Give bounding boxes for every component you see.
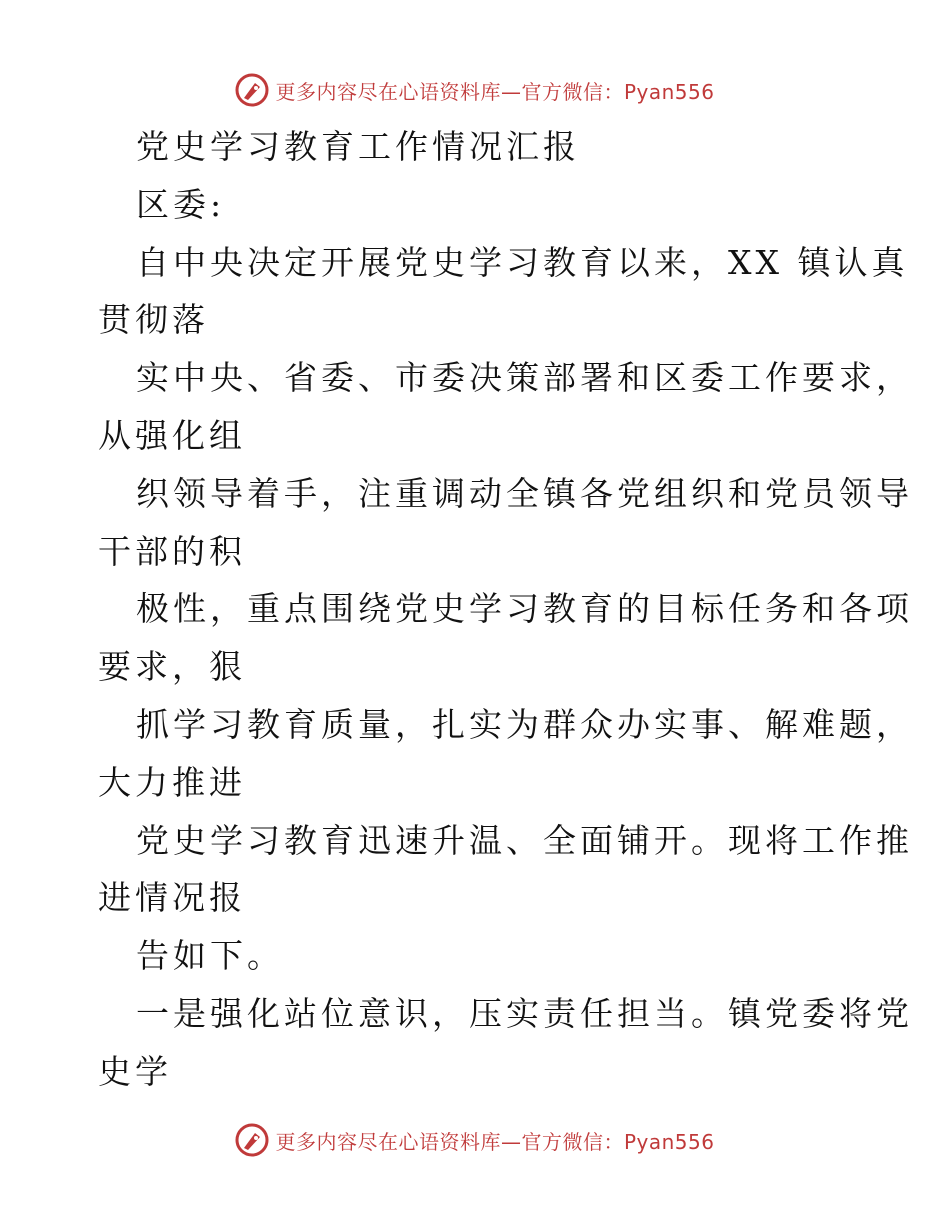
text-line: 极性，重点围绕党史学习教育的目标任务和各项 (136, 589, 913, 629)
footer-banner (0, 1118, 950, 1162)
text-line: 党史学习教育迅速升温、全面铺开。现将工作推 (136, 820, 913, 860)
document-body (98, 118, 913, 1101)
header-banner (0, 68, 950, 112)
pen-nib-logo-icon (235, 1123, 269, 1157)
text-line: 自中央决定开展党史学习教育以来，XX 镇认真 (136, 242, 909, 282)
text-line: 抓学习教育质量，扎实为群众办实事、解难题， (136, 704, 913, 744)
text-line: 织领导着手，注重调动全镇各党组织和党员领导 (136, 473, 913, 513)
text-line: 史学 (98, 1051, 172, 1091)
text-line: 大力推进 (98, 762, 246, 802)
banner-text: 更多内容尽在心语资料库—官方微信：Pyan556 (275, 1129, 715, 1154)
document-title: 党史学习教育工作情况汇报 (136, 127, 580, 166)
text-line: 要求，狠 (98, 647, 246, 687)
text-line: 告如下。 (136, 936, 284, 976)
text-line: 干部的积 (98, 531, 246, 571)
text-line: 从强化组 (98, 415, 246, 455)
salutation: 区委: (136, 184, 226, 224)
text-line: 实中央、省委、市委决策部署和区委工作要求， (136, 358, 913, 398)
text-line: 贯彻落 (98, 300, 209, 340)
text-line: 进情况报 (98, 878, 246, 918)
text-line: 一是强化站位意识，压实责任担当。镇党委将党 (136, 993, 913, 1033)
pen-nib-logo-icon (235, 73, 269, 107)
banner-text: 更多内容尽在心语资料库—官方微信：Pyan556 (275, 79, 715, 104)
